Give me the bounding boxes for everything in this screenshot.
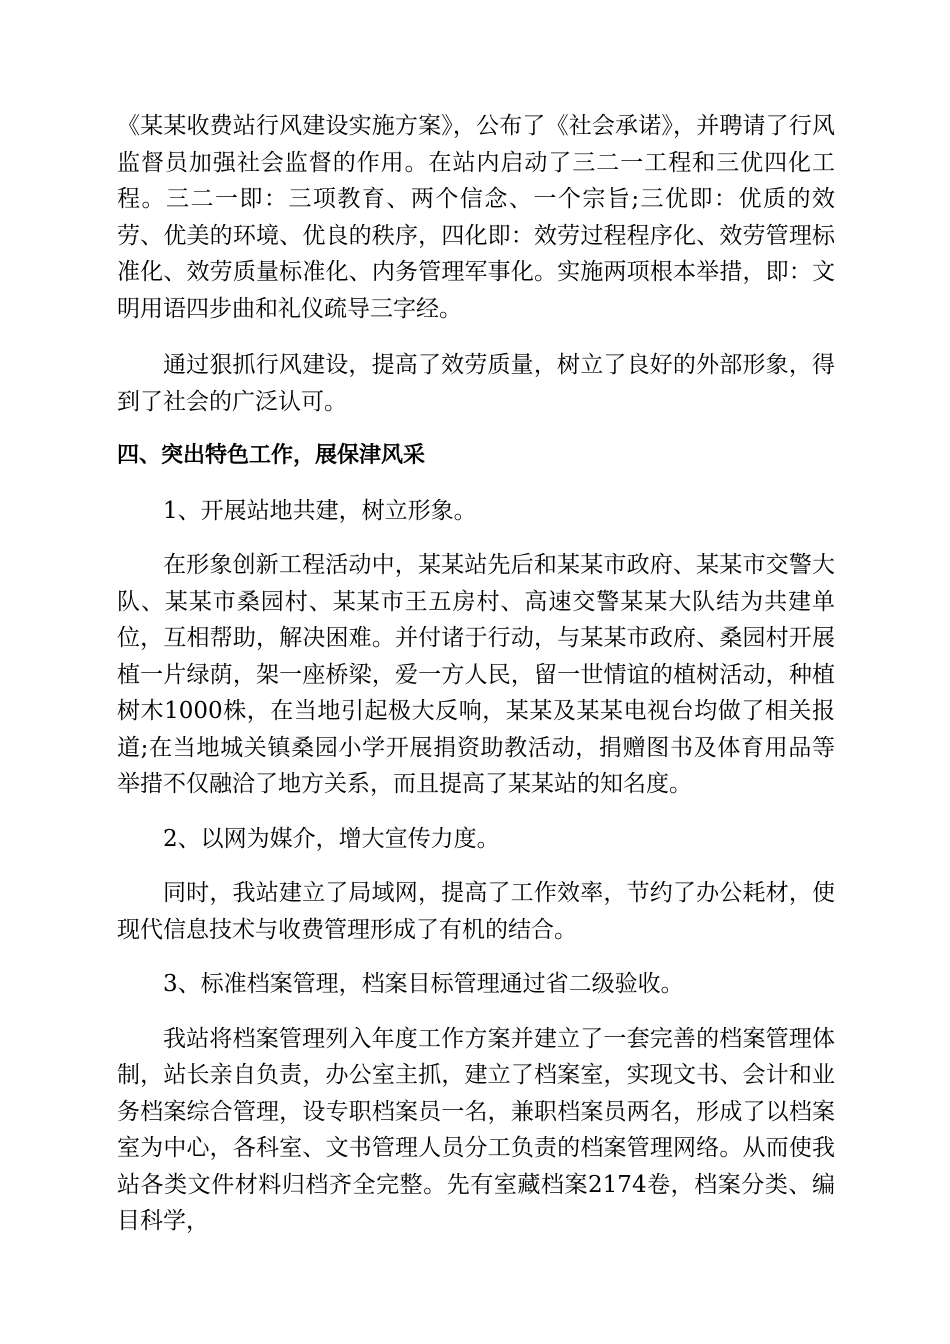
paragraph-co-construction: 在形象创新工程活动中，某某站先后和某某市政府、某某市交警大队、某某市桑园村、某某市王五房村、高速交警某某大队结为共建单位，互相帮助，解决困难。并付诸于行动，与某某市政府、桑园村开展植一片绿荫，架一座桥梁，爱一方人民，留一世情谊的植树活动，种植树木1000株，在当地引起极大反响，某某及某某电视台均做了相关报道;在当地城关镇桑园小学开展捐资助教活动，捐赠图书及体育用品等举措不仅融洽了地方关系，而且提高了某某站的知名度。 [117,552,835,797]
subheading-1: 1、开展站地共建，树立形象。 [163,497,477,524]
paragraph-service-quality: 通过狠抓行风建设，提高了效劳质量，树立了良好的外部形象，得到了社会的广泛认可。 [117,352,835,415]
paragraph-service-plan: 《某某收费站行风建设实施方案》，公布了《社会承诺》，并聘请了行风监督员加强社会监督的作用。在站内启动了三二一工程和三优四化工程。三二一即：三项教育、两个信念、一个宗旨;三优即：优质的效劳、优美的环境、优良的秩序，四化即：效劳过程程序化、效劳管理标准化、效劳质量标准化、内务管理军事化。实施两项根本举措，即：文明用语四步曲和礼仪疏导三字经。 [117,113,835,322]
subheading-2: 2、以网为媒介，增大宣传力度。 [163,825,500,852]
subheading-3: 3、标准档案管理，档案目标管理通过省二级验收。 [163,971,684,997]
document-page [117,108,835,1240]
paragraph-archives: 我站将档案管理列入年度工作方案并建立了一套完善的档案管理体制，站长亲自负责，办公室主抓，建立了档案室，实现文书、会计和业务档案综合管理，设专职档案员一名，兼职档案员两名，形成了以档案室为中心，各科室、文书管理人员分工负责的档案管理网络。从而使我站各类文件材料归档齐全完整。先有室藏档案2174卷，档案分类、编目科学， [117,1025,835,1234]
paragraph-lan: 同时，我站建立了局域网，提高了工作效率，节约了办公耗材，使现代信息技术与收费管理形成了有机的结合。 [117,880,835,943]
section-heading-4: 四、突出特色工作，展保津风采 [117,443,426,468]
